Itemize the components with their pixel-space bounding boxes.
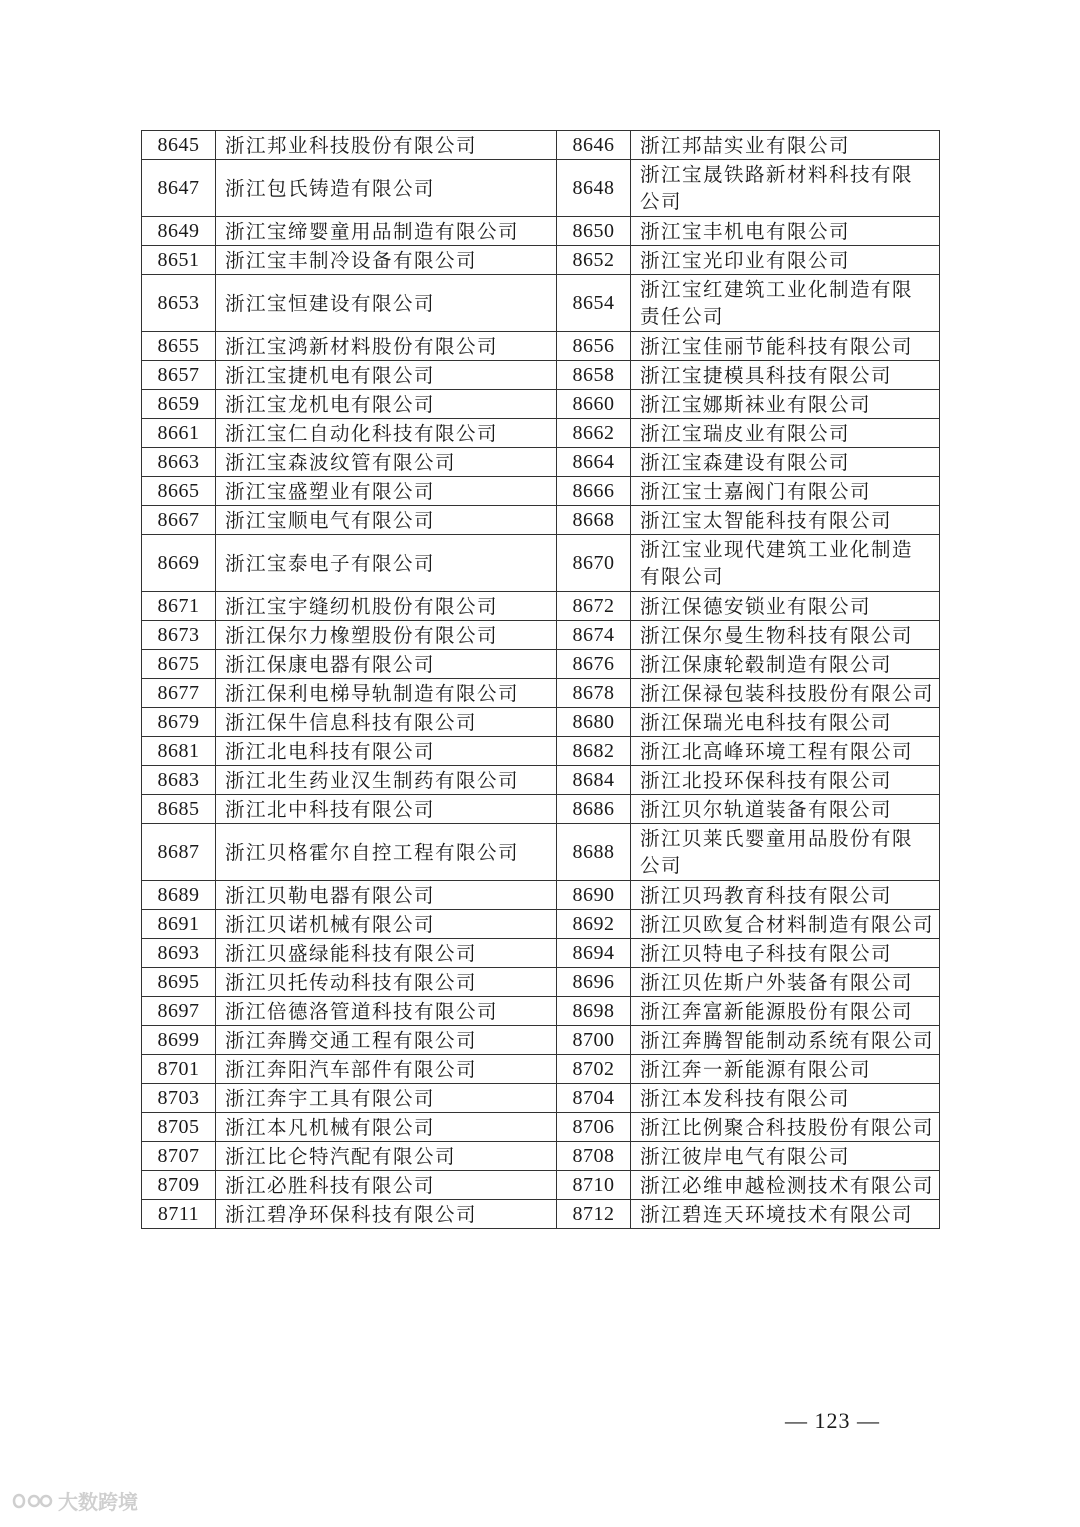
- table-body: [142, 131, 940, 1229]
- entry-number-cell: 8661: [142, 419, 216, 448]
- company-name-cell: 浙江碧连天环境技术有限公司: [631, 1200, 940, 1229]
- entry-number-cell: 8687: [142, 824, 216, 881]
- company-name-cell: 浙江奔腾交通工程有限公司: [216, 1026, 557, 1055]
- company-name-cell: 浙江贝勒电器有限公司: [216, 881, 557, 910]
- company-name-cell: 浙江倍德洛管道科技有限公司: [216, 997, 557, 1026]
- table-row: [142, 390, 940, 419]
- table-row: [142, 1200, 940, 1229]
- company-name-cell: 浙江奔一新能源有限公司: [631, 1055, 940, 1084]
- company-name-cell: 浙江贝诺机械有限公司: [216, 910, 557, 939]
- company-name-cell: 浙江贝玛教育科技有限公司: [631, 881, 940, 910]
- entry-number-cell: 8712: [557, 1200, 631, 1229]
- entry-number-cell: 8680: [557, 708, 631, 737]
- company-name-cell: 浙江贝尔轨道装备有限公司: [631, 795, 940, 824]
- company-name-cell: 浙江宝光印业有限公司: [631, 246, 940, 275]
- company-name-cell: 浙江宝丰机电有限公司: [631, 217, 940, 246]
- entry-number-cell: 8650: [557, 217, 631, 246]
- table-row: [142, 160, 940, 217]
- entry-number-cell: 8698: [557, 997, 631, 1026]
- entry-number-cell: 8681: [142, 737, 216, 766]
- entry-number-cell: 8672: [557, 592, 631, 621]
- entry-number-cell: 8669: [142, 535, 216, 592]
- entry-number-cell: 8675: [142, 650, 216, 679]
- company-name-cell: 浙江宝宇缝纫机股份有限公司: [216, 592, 557, 621]
- entry-number-cell: 8678: [557, 679, 631, 708]
- company-name-cell: 浙江宝恒建设有限公司: [216, 275, 557, 332]
- company-name-cell: 浙江保康电器有限公司: [216, 650, 557, 679]
- entry-number-cell: 8667: [142, 506, 216, 535]
- entry-number-cell: 8670: [557, 535, 631, 592]
- company-name-cell: 浙江必维申越检测技术有限公司: [631, 1171, 940, 1200]
- entry-number-cell: 8647: [142, 160, 216, 217]
- table-row: [142, 217, 940, 246]
- entry-number-cell: 8704: [557, 1084, 631, 1113]
- entry-number-cell: 8688: [557, 824, 631, 881]
- company-name-cell: 浙江奔腾智能制动系统有限公司: [631, 1026, 940, 1055]
- entry-number-cell: 8692: [557, 910, 631, 939]
- entry-number-cell: 8700: [557, 1026, 631, 1055]
- company-name-cell: 浙江宝士嘉阀门有限公司: [631, 477, 940, 506]
- entry-number-cell: 8665: [142, 477, 216, 506]
- entry-number-cell: 8703: [142, 1084, 216, 1113]
- table-row: [142, 766, 940, 795]
- table-row: [142, 448, 940, 477]
- entry-number-cell: 8663: [142, 448, 216, 477]
- table-row: [142, 1171, 940, 1200]
- company-name-cell: 浙江必胜科技有限公司: [216, 1171, 557, 1200]
- table-row: [142, 939, 940, 968]
- company-name-cell: 浙江比仑特汽配有限公司: [216, 1142, 557, 1171]
- table-row: [142, 737, 940, 766]
- table-row: [142, 824, 940, 881]
- table-row: [142, 997, 940, 1026]
- entry-number-cell: 8656: [557, 332, 631, 361]
- company-name-cell: 浙江贝欧复合材料制造有限公司: [631, 910, 940, 939]
- company-name-cell: 浙江保尔曼生物科技有限公司: [631, 621, 940, 650]
- table-row: [142, 131, 940, 160]
- table-row: [142, 650, 940, 679]
- company-name-cell: 浙江奔富新能源股份有限公司: [631, 997, 940, 1026]
- entry-number-cell: 8694: [557, 939, 631, 968]
- company-name-cell: 浙江宝捷机电有限公司: [216, 361, 557, 390]
- entry-number-cell: 8710: [557, 1171, 631, 1200]
- company-name-cell: 浙江宝顺电气有限公司: [216, 506, 557, 535]
- watermark-text: 大数跨境: [58, 1490, 138, 1514]
- company-name-cell: 浙江宝红建筑工业化制造有限责任公司: [631, 275, 940, 332]
- entry-number-cell: 8696: [557, 968, 631, 997]
- company-name-cell: 浙江邦业科技股份有限公司: [216, 131, 557, 160]
- table-row: [142, 1026, 940, 1055]
- company-name-cell: 浙江宝森波纹管有限公司: [216, 448, 557, 477]
- entry-number-cell: 8673: [142, 621, 216, 650]
- entry-number-cell: 8691: [142, 910, 216, 939]
- entry-number-cell: 8686: [557, 795, 631, 824]
- company-name-cell: 浙江贝特电子科技有限公司: [631, 939, 940, 968]
- entry-number-cell: 8697: [142, 997, 216, 1026]
- table-row: [142, 419, 940, 448]
- entry-number-cell: 8653: [142, 275, 216, 332]
- table-row: [142, 477, 940, 506]
- table-row: [142, 1113, 940, 1142]
- entry-number-cell: 8706: [557, 1113, 631, 1142]
- table-row: [142, 1142, 940, 1171]
- company-name-cell: 浙江保瑞光电科技有限公司: [631, 708, 940, 737]
- table-row: [142, 1084, 940, 1113]
- table-row: [142, 910, 940, 939]
- entry-number-cell: 8711: [142, 1200, 216, 1229]
- entry-number-cell: 8651: [142, 246, 216, 275]
- company-name-cell: 浙江宝仁自动化科技有限公司: [216, 419, 557, 448]
- table-row: [142, 246, 940, 275]
- company-name-cell: 浙江宝瑞皮业有限公司: [631, 419, 940, 448]
- company-name-cell: 浙江贝佐斯户外装备有限公司: [631, 968, 940, 997]
- table-row: [142, 708, 940, 737]
- company-name-cell: 浙江奔宇工具有限公司: [216, 1084, 557, 1113]
- entry-number-cell: 8679: [142, 708, 216, 737]
- table-row: [142, 795, 940, 824]
- company-name-cell: 浙江宝业现代建筑工业化制造有限公司: [631, 535, 940, 592]
- page-number: — 123 —: [785, 1408, 880, 1433]
- table-row: [142, 332, 940, 361]
- entry-number-cell: 8655: [142, 332, 216, 361]
- company-name-cell: 浙江宝晟铁路新材料科技有限公司: [631, 160, 940, 217]
- company-name-cell: 浙江贝托传动科技有限公司: [216, 968, 557, 997]
- entry-number-cell: 8658: [557, 361, 631, 390]
- company-name-cell: 浙江北投环保科技有限公司: [631, 766, 940, 795]
- company-name-cell: 浙江奔阳汽车部件有限公司: [216, 1055, 557, 1084]
- company-name-cell: 浙江宝鸿新材料股份有限公司: [216, 332, 557, 361]
- company-name-cell: 浙江北中科技有限公司: [216, 795, 557, 824]
- company-name-cell: 浙江宝佳丽节能科技有限公司: [631, 332, 940, 361]
- entry-number-cell: 8660: [557, 390, 631, 419]
- company-name-cell: 浙江贝莱氏婴童用品股份有限公司: [631, 824, 940, 881]
- entry-number-cell: 8693: [142, 939, 216, 968]
- entry-number-cell: 8707: [142, 1142, 216, 1171]
- table-row: [142, 621, 940, 650]
- company-name-cell: 浙江宝龙机电有限公司: [216, 390, 557, 419]
- entry-number-cell: 8690: [557, 881, 631, 910]
- table-row: [142, 275, 940, 332]
- table-row: [142, 361, 940, 390]
- company-name-cell: 浙江本凡机械有限公司: [216, 1113, 557, 1142]
- entry-number-cell: 8702: [557, 1055, 631, 1084]
- entry-number-cell: 8683: [142, 766, 216, 795]
- company-list-table: [141, 130, 940, 1229]
- entry-number-cell: 8676: [557, 650, 631, 679]
- entry-number-cell: 8645: [142, 131, 216, 160]
- entry-number-cell: 8695: [142, 968, 216, 997]
- company-name-cell: 浙江保康轮毂制造有限公司: [631, 650, 940, 679]
- company-name-cell: 浙江宝娜斯袜业有限公司: [631, 390, 940, 419]
- entry-number-cell: 8674: [557, 621, 631, 650]
- entry-number-cell: 8657: [142, 361, 216, 390]
- entry-number-cell: 8708: [557, 1142, 631, 1171]
- entry-number-cell: 8677: [142, 679, 216, 708]
- watermark-logo-icon: [10, 1488, 54, 1514]
- company-name-cell: 浙江包氏铸造有限公司: [216, 160, 557, 217]
- company-name-cell: 浙江保德安锁业有限公司: [631, 592, 940, 621]
- company-name-cell: 浙江彼岸电气有限公司: [631, 1142, 940, 1171]
- entry-number-cell: 8701: [142, 1055, 216, 1084]
- entry-number-cell: 8682: [557, 737, 631, 766]
- company-name-cell: 浙江保利电梯导轨制造有限公司: [216, 679, 557, 708]
- table-row: [142, 506, 940, 535]
- company-name-cell: 浙江比例聚合科技股份有限公司: [631, 1113, 940, 1142]
- company-name-cell: 浙江宝森建设有限公司: [631, 448, 940, 477]
- company-name-cell: 浙江北生药业汉生制药有限公司: [216, 766, 557, 795]
- company-name-cell: 浙江邦喆实业有限公司: [631, 131, 940, 160]
- entry-number-cell: 8684: [557, 766, 631, 795]
- company-name-cell: 浙江宝丰制冷设备有限公司: [216, 246, 557, 275]
- entry-number-cell: 8705: [142, 1113, 216, 1142]
- entry-number-cell: 8648: [557, 160, 631, 217]
- company-name-cell: 浙江碧净环保科技有限公司: [216, 1200, 557, 1229]
- entry-number-cell: 8666: [557, 477, 631, 506]
- company-name-cell: 浙江宝捷模具科技有限公司: [631, 361, 940, 390]
- company-name-cell: 浙江北高峰环境工程有限公司: [631, 737, 940, 766]
- entry-number-cell: 8671: [142, 592, 216, 621]
- company-name-cell: 浙江保禄包装科技股份有限公司: [631, 679, 940, 708]
- entry-number-cell: 8685: [142, 795, 216, 824]
- table-row: [142, 592, 940, 621]
- company-name-cell: 浙江贝格霍尔自控工程有限公司: [216, 824, 557, 881]
- company-name-cell: 浙江宝盛塑业有限公司: [216, 477, 557, 506]
- entry-number-cell: 8709: [142, 1171, 216, 1200]
- company-name-cell: 浙江保尔力橡塑股份有限公司: [216, 621, 557, 650]
- company-name-cell: 浙江北电科技有限公司: [216, 737, 557, 766]
- entry-number-cell: 8654: [557, 275, 631, 332]
- table-row: [142, 1055, 940, 1084]
- entry-number-cell: 8652: [557, 246, 631, 275]
- company-name-cell: 浙江贝盛绿能科技有限公司: [216, 939, 557, 968]
- company-name-cell: 浙江保牛信息科技有限公司: [216, 708, 557, 737]
- entry-number-cell: 8689: [142, 881, 216, 910]
- entry-number-cell: 8664: [557, 448, 631, 477]
- entry-number-cell: 8699: [142, 1026, 216, 1055]
- entry-number-cell: 8659: [142, 390, 216, 419]
- watermark: [10, 1486, 138, 1515]
- table-row: [142, 968, 940, 997]
- company-name-cell: 浙江宝泰电子有限公司: [216, 535, 557, 592]
- company-name-cell: 浙江宝太智能科技有限公司: [631, 506, 940, 535]
- table-row: [142, 679, 940, 708]
- table-row: [142, 535, 940, 592]
- entry-number-cell: 8646: [557, 131, 631, 160]
- company-name-cell: 浙江宝缔婴童用品制造有限公司: [216, 217, 557, 246]
- entry-number-cell: 8649: [142, 217, 216, 246]
- entry-number-cell: 8668: [557, 506, 631, 535]
- table-row: [142, 881, 940, 910]
- company-name-cell: 浙江本发科技有限公司: [631, 1084, 940, 1113]
- entry-number-cell: 8662: [557, 419, 631, 448]
